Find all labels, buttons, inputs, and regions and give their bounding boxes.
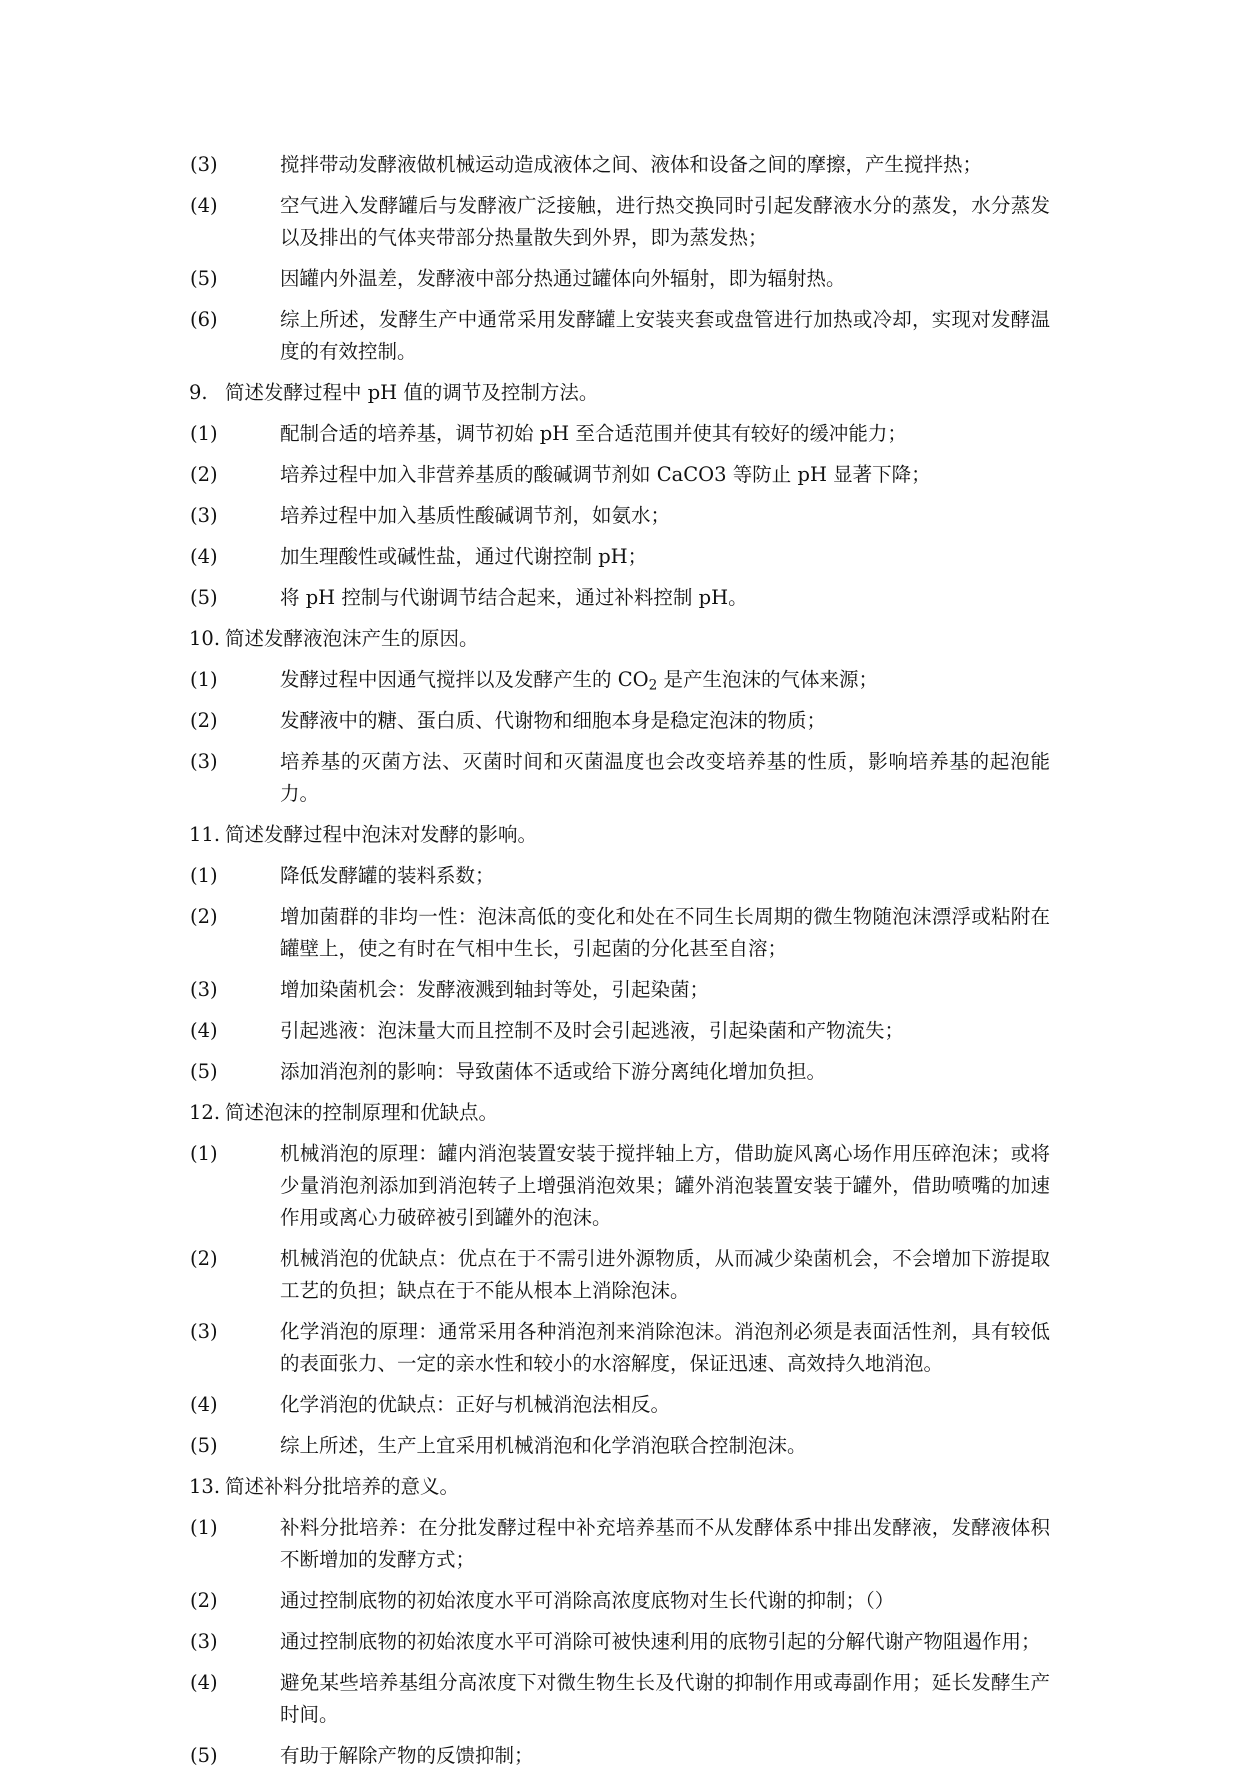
item-number: (3)	[190, 750, 218, 773]
item-number: (1)	[190, 668, 218, 691]
item-text	[280, 304, 1050, 368]
item-number: (4)	[190, 194, 218, 217]
item-number: (4)	[190, 1019, 218, 1042]
answer-item	[0, 1585, 1241, 1617]
item-text	[280, 190, 1050, 254]
question-number: 12.	[189, 1101, 221, 1124]
item-text	[280, 664, 1050, 696]
answer-item	[0, 860, 1241, 892]
item-text-main: 培养基的灭菌方法、灭菌时间和灭菌温度也会改变培养基的性质，影响培养基的起泡能力。	[280, 750, 1050, 805]
item-text-continued: 是产生泡沫的气体来源；	[657, 668, 878, 691]
answer-item	[0, 705, 1241, 737]
question-number: 11.	[189, 823, 221, 846]
item-text-main: 机械消泡的优缺点：优点在于不需引进外源物质，从而减少染菌机会，不会增加下游提取工艺的负担；缺点在于不能从根本上消除泡沫。	[280, 1247, 1050, 1302]
item-number: (2)	[190, 463, 218, 486]
item-text	[280, 901, 1050, 965]
item-text	[280, 263, 1050, 295]
item-number: (3)	[190, 1320, 218, 1343]
item-text-main: 将 pH 控制与代谢调节结合起来，通过补料控制 pH。	[280, 586, 748, 609]
item-text-main: 有助于解除产物的反馈抑制；	[280, 1744, 534, 1767]
item-number: (5)	[190, 586, 218, 609]
item-text	[280, 746, 1050, 810]
item-text	[280, 459, 1050, 491]
item-text-main: 发酵液中的糖、蛋白质、代谢物和细胞本身是稳定泡沫的物质；	[280, 709, 827, 732]
document-body	[0, 149, 1241, 1781]
question-heading	[0, 1097, 1241, 1129]
question-heading	[0, 377, 1241, 409]
item-text-main: 添加消泡剂的影响：导致菌体不适或给下游分离纯化增加负担。	[280, 1060, 827, 1083]
item-text	[280, 974, 1050, 1006]
item-text-main: 空气进入发酵罐后与发酵液广泛接触，进行热交换同时引起发酵液水分的蒸发，水分蒸发以及排出的气体夹带部分热量散失到外界，即为蒸发热；	[280, 194, 1050, 249]
item-number: (3)	[190, 1630, 218, 1653]
item-number: (1)	[190, 864, 218, 887]
answer-item	[0, 1430, 1241, 1462]
answer-item	[0, 459, 1241, 491]
item-text-main: 增加染菌机会：发酵液溅到轴封等处，引起染菌；	[280, 978, 710, 1001]
item-number: (2)	[190, 1247, 218, 1270]
item-text-main: 综上所述，发酵生产中通常采用发酵罐上安装夹套或盘管进行加热或冷却，实现对发酵温度的有效控制。	[280, 308, 1050, 363]
answer-item	[0, 1626, 1241, 1658]
item-text-main: 搅拌带动发酵液做机械运动造成液体之间、液体和设备之间的摩擦，产生搅拌热；	[280, 153, 983, 176]
subscript: 2	[648, 677, 658, 694]
item-number: (4)	[190, 545, 218, 568]
item-text	[280, 541, 1050, 573]
answer-item	[0, 263, 1241, 295]
question-text: 简述发酵过程中泡沫对发酵的影响。	[225, 823, 538, 846]
answer-item	[0, 541, 1241, 573]
item-text-main: 增加菌群的非均一性：泡沫高低的变化和处在不同生长周期的微生物随泡沫漂浮或粘附在罐壁上，使之有时在气相中生长，引起菌的分化甚至自溶；	[280, 905, 1050, 960]
item-text	[280, 500, 1050, 532]
item-text	[280, 1056, 1050, 1088]
answer-item	[0, 304, 1241, 368]
question-number: 10.	[189, 627, 221, 650]
item-text-main: 通过控制底物的初始浓度水平可消除可被快速利用的底物引起的分解代谢产物阻遏作用；	[280, 1630, 1041, 1653]
item-number: (3)	[190, 978, 218, 1001]
answer-item	[0, 1740, 1241, 1772]
item-text	[280, 1138, 1050, 1234]
item-text	[280, 1243, 1050, 1307]
item-text-main: 加生理酸性或碱性盐，通过代谢控制 pH；	[280, 545, 648, 568]
answer-item	[0, 1243, 1241, 1307]
item-text	[280, 149, 1050, 181]
item-text	[280, 1430, 1050, 1462]
item-number: (1)	[190, 422, 218, 445]
answer-item	[0, 746, 1241, 810]
question-heading	[0, 623, 1241, 655]
item-number: (1)	[190, 1142, 218, 1165]
item-number: (4)	[190, 1393, 218, 1416]
answer-item	[0, 1512, 1241, 1576]
question-text: 简述泡沫的控制原理和优缺点。	[225, 1101, 499, 1124]
item-number: (6)	[190, 308, 218, 331]
item-text-main: 化学消泡的优缺点：正好与机械消泡法相反。	[280, 1393, 671, 1416]
item-text	[280, 1389, 1050, 1421]
item-text-main: 化学消泡的原理：通常采用各种消泡剂来消除泡沫。消泡剂必须是表面活性剂，具有较低的表面张力、一定的亲水性和较小的水溶解度，保证迅速、高效持久地消泡。	[280, 1320, 1050, 1375]
item-text-main: 引起逃液：泡沫量大而且控制不及时会引起逃液，引起染菌和产物流失；	[280, 1019, 905, 1042]
item-text	[280, 418, 1050, 450]
answer-item	[0, 664, 1241, 696]
item-text	[280, 1015, 1050, 1047]
answer-item	[0, 149, 1241, 181]
item-number: (2)	[190, 709, 218, 732]
item-text	[280, 582, 1050, 614]
item-text	[280, 1740, 1050, 1772]
answer-item	[0, 974, 1241, 1006]
question-text: 简述补料分批培养的意义。	[225, 1475, 460, 1498]
answer-item	[0, 418, 1241, 450]
answer-item	[0, 901, 1241, 965]
item-text-main: 培养过程中加入基质性酸碱调节剂，如氨水；	[280, 504, 671, 527]
item-text-main: 配制合适的培养基，调节初始 pH 至合适范围并使其有较好的缓冲能力；	[280, 422, 907, 445]
answer-item	[0, 582, 1241, 614]
item-number: (5)	[190, 1060, 218, 1083]
item-text-main: 通过控制底物的初始浓度水平可消除高浓度底物对生长代谢的抑制；（）	[280, 1589, 895, 1612]
answer-item	[0, 1667, 1241, 1731]
item-text-main: 避免某些培养基组分高浓度下对微生物生长及代谢的抑制作用或毒副作用；延长发酵生产时间。	[280, 1671, 1050, 1726]
question-heading	[0, 819, 1241, 851]
answer-item	[0, 190, 1241, 254]
item-number: (1)	[190, 1516, 218, 1539]
answer-item	[0, 1015, 1241, 1047]
item-text	[280, 1667, 1050, 1731]
item-text	[280, 1512, 1050, 1576]
item-number: (5)	[190, 1744, 218, 1767]
item-number: (2)	[190, 1589, 218, 1612]
item-text-main: 补料分批培养：在分批发酵过程中补充培养基而不从发酵体系中排出发酵液，发酵液体积不断增加的发酵方式；	[280, 1516, 1050, 1571]
answer-item	[0, 1138, 1241, 1234]
item-number: (5)	[190, 1434, 218, 1457]
question-number: 9.	[189, 381, 208, 404]
question-text: 简述发酵液泡沫产生的原因。	[225, 627, 479, 650]
item-text-main: 发酵过程中因通气搅拌以及发酵产生的 CO	[280, 668, 649, 691]
question-text: 简述发酵过程中 pH 值的调节及控制方法。	[225, 381, 599, 404]
item-number: (3)	[190, 504, 218, 527]
item-number: (4)	[190, 1671, 218, 1694]
question-heading	[0, 1471, 1241, 1503]
item-number: (3)	[190, 153, 218, 176]
item-text-main: 培养过程中加入非营养基质的酸碱调节剂如 CaCO3 等防止 pH 显著下降；	[280, 463, 931, 486]
item-text	[280, 1585, 1050, 1617]
item-text-main: 综上所述，生产上宜采用机械消泡和化学消泡联合控制泡沫。	[280, 1434, 807, 1457]
answer-item	[0, 500, 1241, 532]
answer-item	[0, 1389, 1241, 1421]
item-text	[280, 1316, 1050, 1380]
item-number: (2)	[190, 905, 218, 928]
item-number: (5)	[190, 267, 218, 290]
item-text	[280, 705, 1050, 737]
answer-item	[0, 1056, 1241, 1088]
item-text-main: 降低发酵罐的装料系数；	[280, 864, 495, 887]
question-number: 13.	[189, 1475, 221, 1498]
item-text-main: 因罐内外温差，发酵液中部分热通过罐体向外辐射，即为辐射热。	[280, 267, 846, 290]
answer-item	[0, 1316, 1241, 1380]
item-text	[280, 860, 1050, 892]
item-text	[280, 1626, 1050, 1658]
item-text-main: 机械消泡的原理：罐内消泡装置安装于搅拌轴上方，借助旋风离心场作用压碎泡沫；或将少量消泡剂添加到消泡转子上增强消泡效果；罐外消泡装置安装于罐外，借助喷嘴的加速作用或离心力破碎被引到罐外的泡沫。	[280, 1142, 1050, 1229]
